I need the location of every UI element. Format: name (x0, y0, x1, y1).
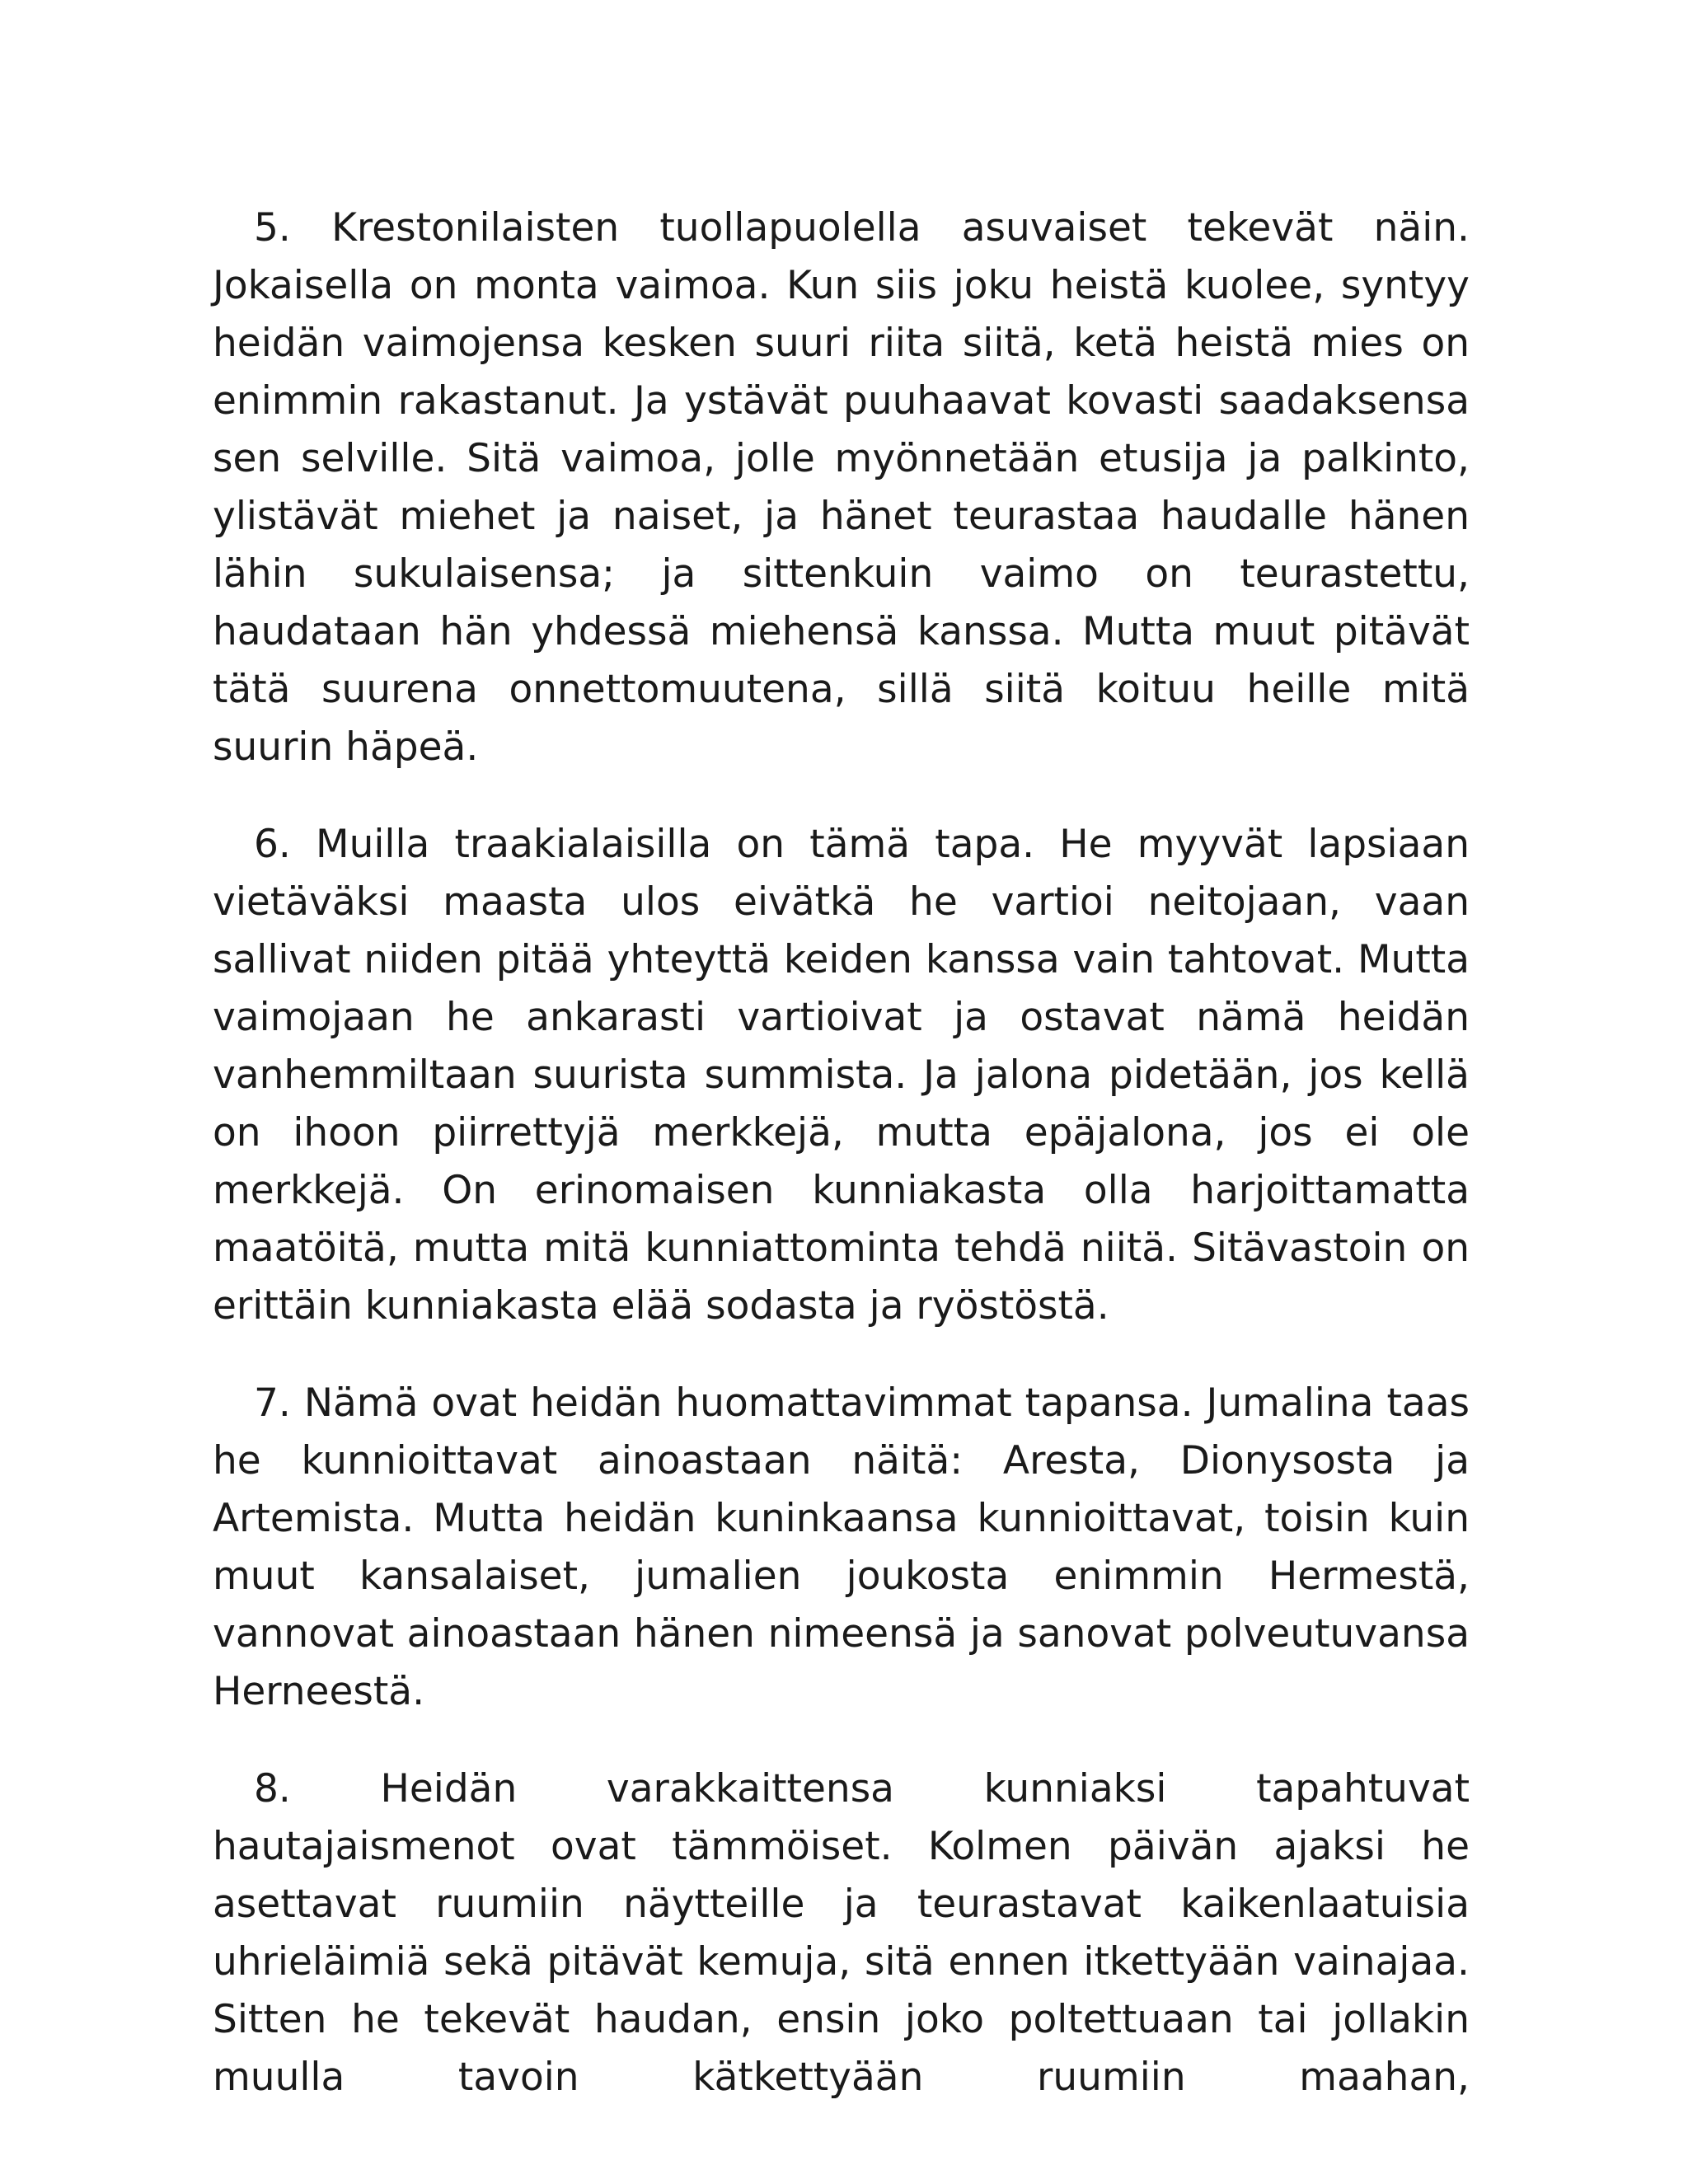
paragraph-8: 8. Heidän varakkaittensa kunniaksi tapahtuvat hautajaismenot ovat tämmöiset. Kolmen päivän ajaksi he asettavat ruumiin näytteille ja teurastavat kaikenlaatuisia uhrieläimiä sekä pitävät kemuja, sitä ennen itkettyään vainajaa. Sitten he tekevät haudan, ensin joko poltettuaan tai jollakin muulla tavoin kätkettyään ruumiin maahan, (213, 1766, 1470, 2100)
paragraph-7: 7. Nämä ovat heidän huomattavimmat tapansa. Jumalina taas he kunnioittavat ainoastaan näitä: Aresta, Dionysosta ja Artemista. Mutta heidän kuninkaansa kunnioittavat, toisin kuin muut kansalaiset, jumalien joukosta enimmin Hermestä, vannovat ainoastaan hänen nimeensä ja sanovat polveutuvansa Herneestä. (213, 1380, 1470, 1714)
paragraph-5: 5. Krestonilaisten tuollapuolella asuvaiset tekevät näin. Jokaisella on monta vaimoa. Kun siis joku heistä kuolee, syntyy heidän vaimojensa kesken suuri riita siitä, ketä heistä mies on enimmin rakastanut. Ja ystävät puuhaavat kovasti saadaksensa sen selville. Sitä vaimoa, jolle myönnetään etusija ja palkinto, ylistävät miehet ja naiset, ja hänet teurastaa haudalle hänen lähin sukulaisensa; ja sittenkuin vaimo on teurastettu, haudataan hän yhdessä miehensä kanssa. Mutta muut pitävät tätä suurena onnettomuutena, sillä siitä koituu heille mitä suurin häpeä. (213, 205, 1470, 770)
document-page (213, 199, 1470, 2107)
paragraph-6: 6. Muilla traakialaisilla on tämä tapa. He myyvät lapsiaan vietäväksi maasta ulos eivätkä he vartioi neitojaan, vaan sallivat niiden pitää yhteyttä keiden kanssa vain tahtovat. Mutta vaimojaan he ankarasti vartioivat ja ostavat nämä heidän vanhemmiltaan suurista summista. Ja jalona pidetään, jos kellä on ihoon piirrettyjä merkkejä, mutta epäjalona, jos ei ole merkkejä. On erinomaisen kunniakasta olla harjoittamatta maatöitä, mutta mitä kunniattominta tehdä niitä. Sitävastoin on erittäin kunniakasta elää sodasta ja ryöstöstä. (213, 822, 1470, 1329)
